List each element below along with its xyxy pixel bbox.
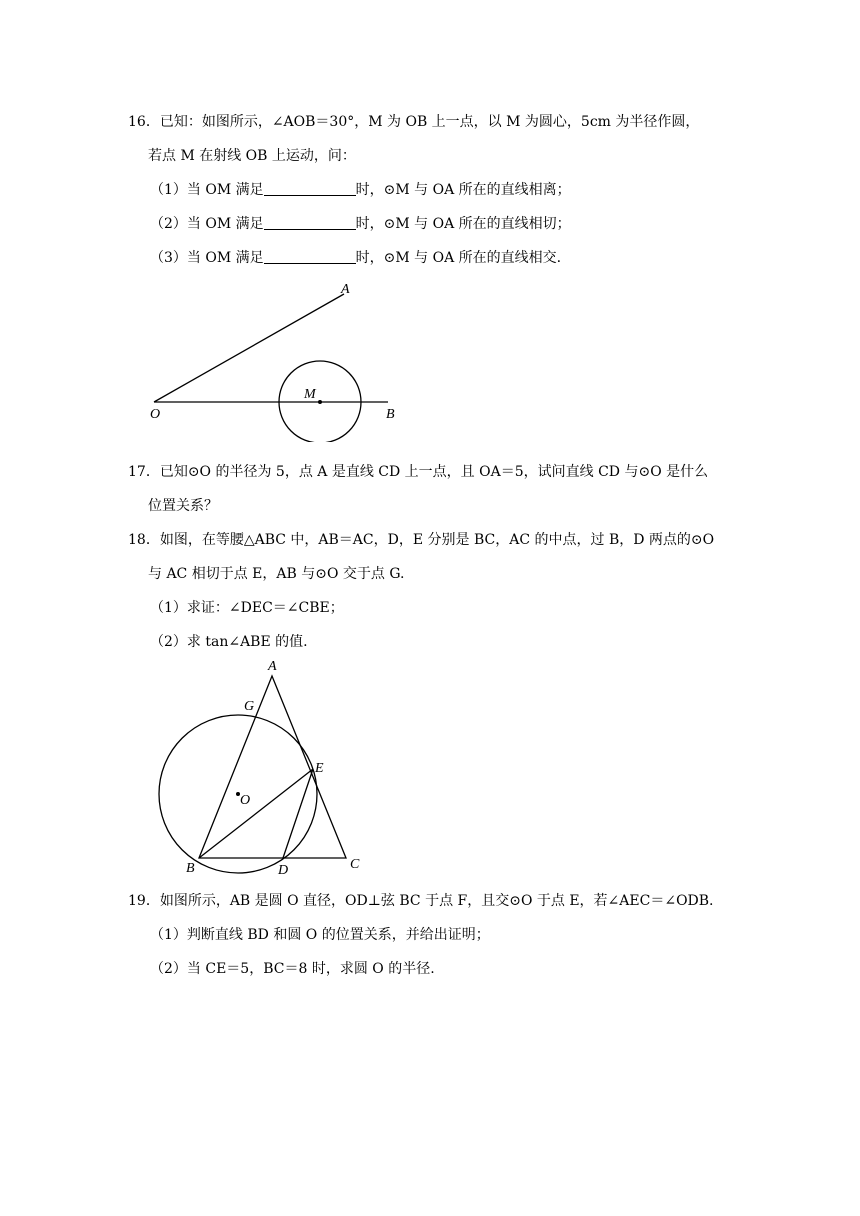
- label-m: M: [304, 387, 316, 402]
- label-e: E: [315, 761, 324, 776]
- label-d: D: [278, 863, 289, 878]
- segment-be: [199, 769, 313, 858]
- q16-line-1: 16．已知：如图所示，∠AOB＝30°，M 为 OB 上一点，以 M 为圆心，5cm 为半径作圆，: [128, 114, 700, 130]
- q16-part-1-suffix: 时，⊙M 与 OA 所在的直线相离；: [355, 182, 571, 198]
- answer-blank-1[interactable]: [264, 181, 356, 196]
- label-a: A: [268, 659, 277, 674]
- q18-part-2: （2）求 tan∠ABE 的值.: [150, 634, 308, 650]
- label-b: B: [386, 407, 395, 422]
- q17-line-2: 位置关系？: [148, 498, 218, 514]
- q16-part-2-prefix: （2）当 OM 满足: [150, 216, 264, 232]
- q19-part-2: （2）当 CE＝5，BC＝8 时，求圆 O 的半径.: [150, 961, 435, 977]
- label-o: O: [150, 407, 161, 422]
- q16-part-1-prefix: （1）当 OM 满足: [150, 182, 264, 198]
- center-m-dot: [318, 400, 322, 404]
- q18-figure: [148, 656, 370, 880]
- q19-part-1: （1）判断直线 BD 和圆 O 的位置关系，并给出证明；: [150, 927, 490, 943]
- q16-figure: [148, 282, 398, 442]
- answer-blank-3[interactable]: [264, 249, 356, 264]
- q16-part-3: [150, 248, 561, 268]
- q16-part-2-suffix: 时，⊙M 与 OA 所在的直线相切；: [355, 216, 571, 232]
- q16-line-2: 若点 M 在射线 OB 上运动，问：: [148, 148, 356, 164]
- q16-part-1: [150, 180, 571, 200]
- q18-line-1: 18．如图，在等腰△ABC 中，AB＝AC，D，E 分别是 BC，AC 的中点，过 B，D 两点的⊙O: [128, 532, 715, 548]
- ray-oa: [154, 294, 344, 402]
- q19-line-1: 19．如图所示，AB 是圆 O 直径，OD⊥弦 BC 于点 F，且交⊙O 于点 E，若∠AEC＝∠ODB.: [128, 893, 714, 909]
- q18-part-1: （1）求证：∠DEC＝∠CBE；: [150, 600, 344, 616]
- q18-line-2: 与 AC 相切于点 E，AB 与⊙O 交于点 G.: [148, 566, 405, 582]
- label-o: O: [240, 793, 251, 808]
- q17-line-1: 17．已知⊙O 的半径为 5，点 A 是直线 CD 上一点，且 OA＝5，试问直线 CD 与⊙O 是什么: [128, 464, 709, 480]
- q16-part-3-prefix: （3）当 OM 满足: [150, 250, 264, 266]
- label-a: A: [341, 282, 350, 297]
- answer-blank-2[interactable]: [264, 215, 356, 230]
- label-b: B: [186, 861, 195, 876]
- q16-part-3-suffix: 时，⊙M 与 OA 所在的直线相交.: [355, 250, 562, 266]
- triangle-abc: [199, 676, 346, 858]
- label-g: G: [244, 699, 255, 714]
- q16-part-2: [150, 214, 571, 234]
- label-c: C: [350, 857, 360, 872]
